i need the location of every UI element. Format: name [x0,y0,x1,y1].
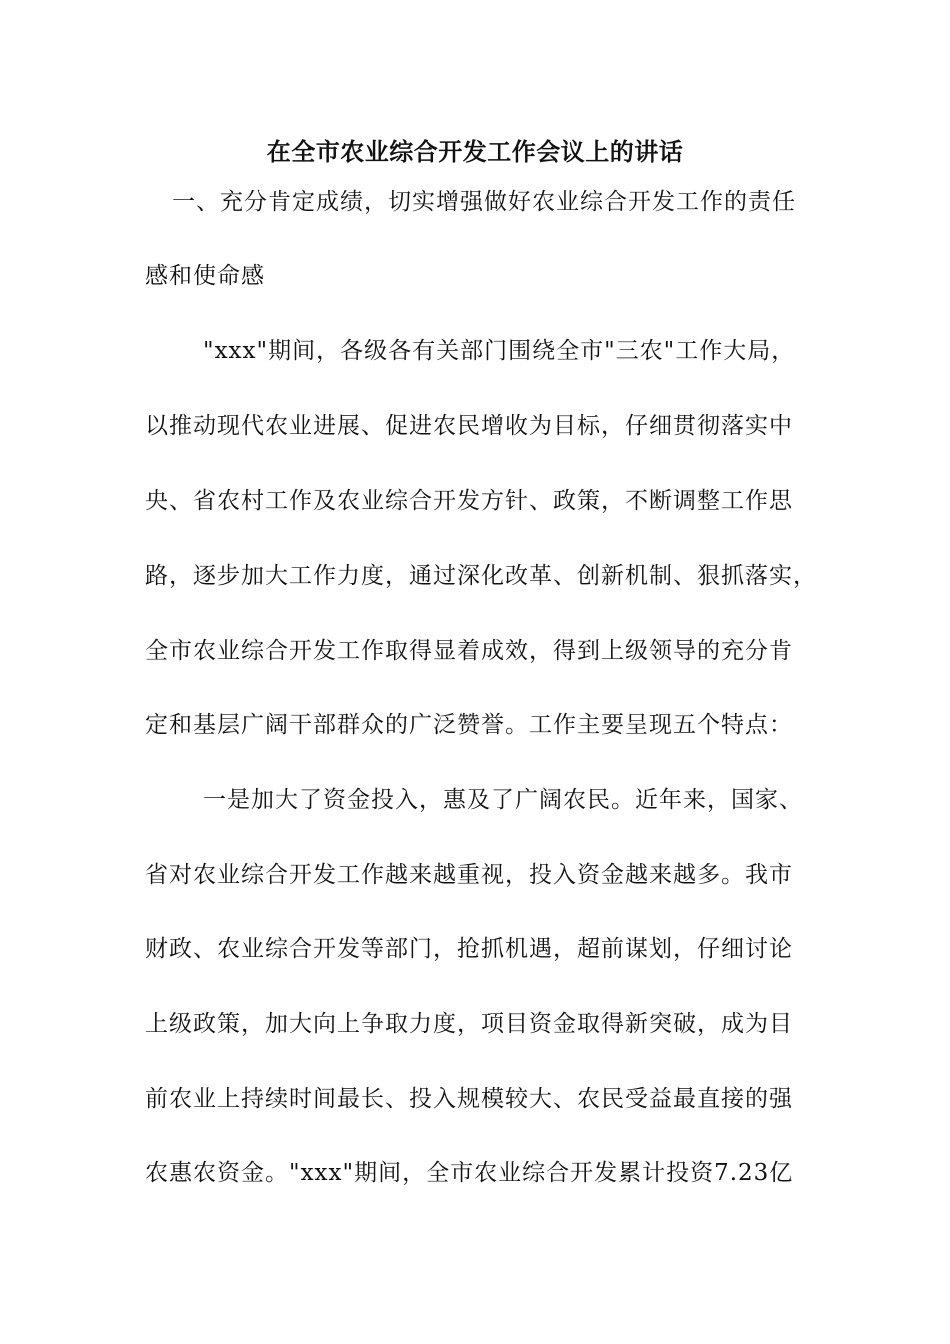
paragraph-1-line-4: 路，逐步加大工作力度，通过深化改革、创新机制、狠抓落实， [145,563,817,589]
section-heading-line-1: 一、充分肯定成绩，切实增强做好农业综合开发工作的责任 [172,189,796,215]
document-title: 在全市农业综合开发工作会议上的讲话 [266,137,684,166]
paragraph-2-line-2: 省对农业综合开发工作越来越重视，投入资金越来越多。我市 [145,862,793,888]
paragraph-2-line-3: 财政、农业综合开发等部门，抢抓机遇，超前谋划，仔细讨论 [145,936,793,962]
paragraph-1-line-6: 定和基层广阔干部群众的广泛赞誉。工作主要呈现五个特点： [145,712,793,738]
paragraph-2-line-1: 一是加大了资金投入，惠及了广阔农民。近年来，国家、 [203,787,803,813]
paragraph-2-line-5: 前农业上持续时间最长、投入规模较大、农民受益最直接的强 [145,1086,793,1112]
paragraph-1-line-5: 全市农业综合开发工作取得显着成效，得到上级领导的充分肯 [145,638,793,664]
paragraph-1-line-2: 以推动现代农业进展、促进农民增收为目标，仔细贯彻落实中 [145,413,793,439]
paragraph-1-line-1: "xxx"期间，各级各有关部门围绕全市"三农"工作大局， [203,338,796,364]
paragraph-2-line-6: 农惠农资金。"xxx"期间，全市农业综合开发累计投资7.23亿 [145,1160,794,1186]
paragraph-1-line-3: 央、省农村工作及农业综合开发方针、政策，不断调整工作思 [145,488,793,514]
paragraph-2-line-4: 上级政策，加大向上争取力度，项目资金取得新突破，成为目 [145,1011,793,1037]
section-heading-line-2: 感和使命感 [145,263,265,289]
